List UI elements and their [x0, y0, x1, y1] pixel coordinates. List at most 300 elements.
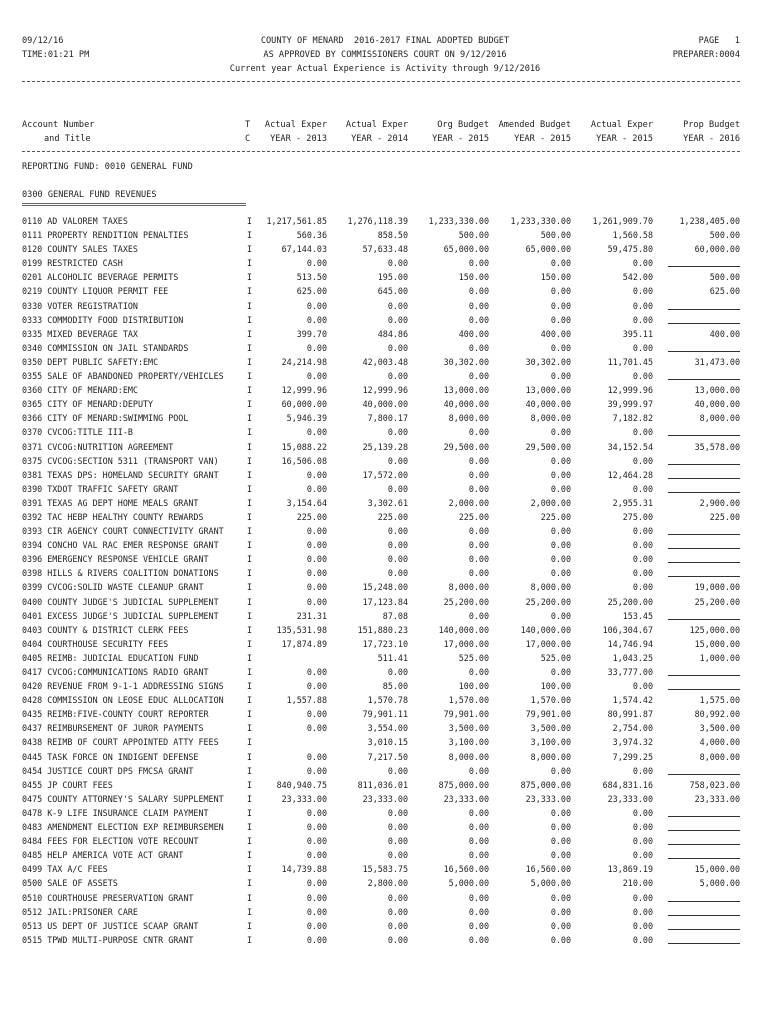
- actual-2014-cell: 0.00: [387, 765, 408, 776]
- section-title: 0300 GENERAL FUND REVENUES: [22, 190, 157, 200]
- actual-2013-cell: 0.00: [306, 483, 327, 494]
- prop-budget-2016-cell: 225.00: [709, 511, 740, 522]
- type-cell: I: [247, 258, 253, 269]
- org-budget-2015-cell: 16,560.00: [443, 864, 489, 875]
- amended-budget-2015-cell: 23,333.00: [525, 793, 571, 804]
- actual-2015-cell: 0.00: [632, 568, 653, 579]
- actual-2014-cell: 79,901.11: [362, 709, 408, 720]
- amended-budget-2015-cell: 79,901.00: [525, 709, 571, 720]
- actual-2015-cell: 0.00: [632, 934, 653, 945]
- amended-budget-2015-cell: 525.00: [540, 652, 571, 663]
- table-row: [22, 735, 742, 749]
- prop-budget-blank-line: [668, 323, 740, 324]
- prop-budget-2016-cell: 8,000.00: [699, 751, 740, 762]
- amended-budget-2015-cell: 3,500.00: [530, 723, 571, 734]
- account-cell: 0350 DEPT PUBLIC SAFETY:EMC: [22, 356, 159, 367]
- actual-2015-cell: 1,043.25: [612, 652, 653, 663]
- table-row: [22, 425, 742, 439]
- actual-2014-cell: 7,800.17: [367, 413, 408, 424]
- prop-budget-2016-cell: 5,000.00: [699, 878, 740, 889]
- prop-budget-blank-line: [668, 830, 740, 831]
- prop-budget-2016-cell: 2,900.00: [699, 497, 740, 508]
- table-row: [22, 524, 742, 538]
- table-row: [22, 778, 742, 792]
- table-row: [22, 876, 742, 890]
- amended-budget-2015-cell: 30,302.00: [525, 356, 571, 367]
- type-cell: I: [247, 723, 253, 734]
- actual-2013-cell: 135,531.98: [276, 624, 327, 635]
- actual-2015-cell: 0.00: [632, 483, 653, 494]
- account-cell: 0428 COMMISSION ON LEOSE EDUC ALLOCATION: [22, 695, 224, 706]
- actual-2014-cell: 3,302.61: [367, 497, 408, 508]
- col-year-2015-amended: YEAR - 2015: [514, 134, 571, 144]
- actual-2013-cell: 0.00: [306, 878, 327, 889]
- col-account-title: and Title: [44, 134, 91, 144]
- actual-2013-cell: 225.00: [296, 511, 327, 522]
- actual-2014-cell: 12,999.96: [362, 385, 408, 396]
- type-cell: I: [247, 610, 253, 621]
- amended-budget-2015-cell: 3,100.00: [530, 737, 571, 748]
- actual-2013-cell: 0.00: [306, 582, 327, 593]
- prop-budget-blank-line: [668, 464, 740, 465]
- actual-2015-cell: 395.11: [622, 328, 653, 339]
- account-cell: 0515 TPWD MULTI-PURPOSE CNTR GRANT: [22, 934, 194, 945]
- prop-budget-2016-cell: 15,000.00: [694, 638, 740, 649]
- table-row: [22, 848, 742, 862]
- org-budget-2015-cell: 0.00: [468, 371, 489, 382]
- org-budget-2015-cell: 3,500.00: [448, 723, 489, 734]
- type-cell: I: [247, 695, 253, 706]
- actual-2015-cell: 0.00: [632, 920, 653, 931]
- org-budget-2015-cell: 0.00: [468, 300, 489, 311]
- col-prop-budget-2016: Prop Budget: [683, 120, 740, 130]
- account-cell: 0500 SALE OF ASSETS: [22, 878, 118, 889]
- type-cell: I: [247, 441, 253, 452]
- actual-2014-cell: 0.00: [387, 427, 408, 438]
- prop-budget-2016-cell: 500.00: [709, 230, 740, 241]
- type-cell: I: [247, 413, 253, 424]
- account-cell: 0510 COURTHOUSE PRESERVATION GRANT: [22, 892, 194, 903]
- prop-budget-2016-cell: 125,000.00: [689, 624, 740, 635]
- type-cell: I: [247, 850, 253, 861]
- amended-budget-2015-cell: 0.00: [550, 906, 571, 917]
- amended-budget-2015-cell: 150.00: [540, 272, 571, 283]
- prop-budget-2016-cell: 15,000.00: [694, 864, 740, 875]
- type-cell: I: [247, 554, 253, 565]
- table-row: [22, 693, 742, 707]
- account-cell: 0120 COUNTY SALES TAXES: [22, 244, 138, 255]
- prop-budget-2016-cell: 60,000.00: [694, 244, 740, 255]
- amended-budget-2015-cell: 0.00: [550, 540, 571, 551]
- amended-budget-2015-cell: 0.00: [550, 934, 571, 945]
- account-cell: 0219 COUNTY LIQUOR PERMIT FEE: [22, 286, 169, 297]
- prop-budget-blank-line: [668, 562, 740, 563]
- actual-2013-cell: 0.00: [306, 765, 327, 776]
- actual-2013-cell: 0.00: [306, 568, 327, 579]
- actual-2015-cell: 2,754.00: [612, 723, 653, 734]
- actual-2015-cell: 542.00: [622, 272, 653, 283]
- prop-budget-2016-cell: 40,000.00: [694, 399, 740, 410]
- type-cell: I: [247, 737, 253, 748]
- type-cell: I: [247, 864, 253, 875]
- table-row: [22, 383, 742, 397]
- table-row: [22, 299, 742, 313]
- actual-2015-cell: 12,464.28: [607, 469, 653, 480]
- type-cell: I: [247, 582, 253, 593]
- type-cell: I: [247, 652, 253, 663]
- account-cell: 0513 US DEPT OF JUSTICE SCAAP GRANT: [22, 920, 199, 931]
- actual-2015-cell: 0.00: [632, 681, 653, 692]
- org-budget-2015-cell: 0.00: [468, 455, 489, 466]
- org-budget-2015-cell: 0.00: [468, 568, 489, 579]
- table-row: [22, 820, 742, 834]
- report-subtitle: AS APPROVED BY COMMISSIONERS COURT ON 9/12/2016: [263, 50, 507, 60]
- org-budget-2015-cell: 29,500.00: [443, 441, 489, 452]
- actual-2015-cell: 0.00: [632, 371, 653, 382]
- actual-2014-cell: 1,570.78: [367, 695, 408, 706]
- actual-2015-cell: 0.00: [632, 342, 653, 353]
- actual-2013-cell: 0.00: [306, 920, 327, 931]
- actual-2014-cell: 151,880.23: [357, 624, 408, 635]
- account-cell: 0484 FEES FOR ELECTION VOTE RECOUNT: [22, 836, 199, 847]
- prop-budget-blank-line: [668, 816, 740, 817]
- amended-budget-2015-cell: 8,000.00: [530, 413, 571, 424]
- amended-budget-2015-cell: 2,000.00: [530, 497, 571, 508]
- actual-2015-cell: 25,200.00: [607, 596, 653, 607]
- type-cell: I: [247, 667, 253, 677]
- actual-2015-cell: 59,475.80: [607, 244, 653, 255]
- table-row: [22, 355, 742, 369]
- actual-2014-cell: 0.00: [387, 850, 408, 861]
- account-cell: 0390 TXDOT TRAFFIC SAFETY GRANT: [22, 483, 179, 494]
- amended-budget-2015-cell: 0.00: [550, 483, 571, 494]
- amended-budget-2015-cell: 0.00: [550, 554, 571, 565]
- table-row: [22, 595, 742, 609]
- org-budget-2015-cell: 30,302.00: [443, 356, 489, 367]
- actual-2014-cell: 195.00: [377, 272, 408, 283]
- amended-budget-2015-cell: 0.00: [550, 371, 571, 382]
- actual-2014-cell: 0.00: [387, 554, 408, 565]
- actual-2014-cell: 3,010.15: [367, 737, 408, 748]
- actual-2014-cell: 225.00: [377, 511, 408, 522]
- actual-2013-cell: 0.00: [306, 906, 327, 917]
- amended-budget-2015-cell: 8,000.00: [530, 582, 571, 593]
- actual-2013-cell: 840,940.75: [276, 779, 327, 790]
- type-cell: I: [247, 892, 253, 903]
- actual-2014-cell: 484.86: [377, 328, 408, 339]
- actual-2013-cell: 0.00: [306, 554, 327, 565]
- header-divider-top: [22, 81, 740, 82]
- actual-2013-cell: 0.00: [306, 540, 327, 551]
- type-cell: I: [247, 765, 253, 776]
- org-budget-2015-cell: 8,000.00: [448, 751, 489, 762]
- prop-budget-2016-cell: 8,000.00: [699, 413, 740, 424]
- actual-2014-cell: 0.00: [387, 822, 408, 833]
- account-cell: 0391 TEXAS AG DEPT HOME MEALS GRANT: [22, 497, 199, 508]
- actual-2014-cell: 0.00: [387, 934, 408, 945]
- actual-2014-cell: 17,572.00: [362, 469, 408, 480]
- prop-budget-blank-line: [668, 844, 740, 845]
- org-budget-2015-cell: 0.00: [468, 427, 489, 438]
- table-row: [22, 623, 742, 637]
- amended-budget-2015-cell: 0.00: [550, 807, 571, 818]
- actual-2013-cell: 0.00: [306, 723, 327, 734]
- actual-2015-cell: 0.00: [632, 892, 653, 903]
- table-row: [22, 538, 742, 552]
- prop-budget-blank-line: [668, 689, 740, 690]
- actual-2014-cell: 0.00: [387, 483, 408, 494]
- org-budget-2015-cell: 0.00: [468, 850, 489, 861]
- header-divider-bottom: [22, 151, 740, 152]
- actual-2015-cell: 275.00: [622, 511, 653, 522]
- type-cell: I: [247, 342, 253, 353]
- type-cell: I: [247, 878, 253, 889]
- actual-2015-cell: 0.00: [632, 822, 653, 833]
- type-cell: I: [247, 793, 253, 804]
- table-row: [22, 679, 742, 693]
- table-row: [22, 665, 742, 679]
- actual-2014-cell: 811,036.01: [357, 779, 408, 790]
- actual-2013-cell: 0.00: [306, 469, 327, 480]
- type-cell: I: [247, 638, 253, 649]
- col-c: C: [245, 134, 251, 144]
- actual-2015-cell: 1,574.42: [612, 695, 653, 706]
- table-row: [22, 482, 742, 496]
- table-row: [22, 411, 742, 425]
- actual-2015-cell: 13,869.19: [607, 864, 653, 875]
- prop-budget-2016-cell: 1,575.00: [699, 695, 740, 706]
- org-budget-2015-cell: 140,000.00: [438, 624, 489, 635]
- preparer-id: PREPARER:0004: [672, 50, 740, 60]
- col-year-2015-org: YEAR - 2015: [432, 134, 489, 144]
- actual-2015-cell: 0.00: [632, 526, 653, 537]
- org-budget-2015-cell: 8,000.00: [448, 413, 489, 424]
- table-row: [22, 440, 742, 454]
- actual-2013-cell: 67,144.03: [281, 244, 327, 255]
- account-cell: 0199 RESTRICTED CASH: [22, 258, 123, 269]
- col-actual-2015: Actual Exper: [590, 120, 653, 130]
- type-cell: I: [247, 779, 253, 790]
- type-cell: I: [247, 399, 253, 410]
- actual-2013-cell: 60,000.00: [281, 399, 327, 410]
- actual-2013-cell: 0.00: [306, 258, 327, 269]
- actual-2014-cell: 0.00: [387, 807, 408, 818]
- prop-budget-2016-cell: 25,200.00: [694, 596, 740, 607]
- account-cell: 0437 REIMBURSEMENT OF JUROR PAYMENTS: [22, 723, 204, 734]
- account-cell: 0401 EXCESS JUDGE'S JUDICIAL SUPPLEMENT: [22, 610, 219, 621]
- org-budget-2015-cell: 23,333.00: [443, 793, 489, 804]
- prop-budget-blank-line: [668, 858, 740, 859]
- actual-2013-cell: 0.00: [306, 526, 327, 537]
- type-cell: I: [247, 511, 253, 522]
- amended-budget-2015-cell: 0.00: [550, 822, 571, 833]
- actual-2014-cell: 0.00: [387, 568, 408, 579]
- report-title: COUNTY OF MENARD 2016-2017 FINAL ADOPTED BUDGET: [260, 36, 510, 46]
- prop-budget-blank-line: [668, 534, 740, 535]
- actual-2014-cell: 0.00: [387, 455, 408, 466]
- actual-2014-cell: 0.00: [387, 667, 408, 677]
- table-row: [22, 707, 742, 721]
- actual-2013-cell: 0.00: [306, 934, 327, 945]
- table-row: [22, 891, 742, 905]
- actual-2015-cell: 0.00: [632, 314, 653, 325]
- actual-2013-cell: 23,333.00: [281, 793, 327, 804]
- actual-2015-cell: 106,304.67: [602, 624, 653, 635]
- table-row: [22, 270, 742, 284]
- org-budget-2015-cell: 0.00: [468, 483, 489, 494]
- account-cell: 0512 JAIL:PRISONER CARE: [22, 906, 138, 917]
- actual-2014-cell: 17,123.84: [362, 596, 408, 607]
- table-row: [22, 834, 742, 848]
- table-row: [22, 496, 742, 510]
- amended-budget-2015-cell: 0.00: [550, 258, 571, 269]
- report-time: TIME:01:21 PM: [22, 50, 90, 60]
- amended-budget-2015-cell: 140,000.00: [520, 624, 571, 635]
- org-budget-2015-cell: 25,200.00: [443, 596, 489, 607]
- type-cell: I: [247, 286, 253, 297]
- actual-2013-cell: 513.50: [296, 272, 327, 283]
- org-budget-2015-cell: 875,000.00: [438, 779, 489, 790]
- actual-2014-cell: 23,333.00: [362, 793, 408, 804]
- col-year-2016: YEAR - 2016: [683, 134, 740, 144]
- actual-2015-cell: 153.45: [622, 610, 653, 621]
- actual-2014-cell: 0.00: [387, 300, 408, 311]
- org-budget-2015-cell: 0.00: [468, 526, 489, 537]
- actual-2015-cell: 33,777.00: [607, 667, 653, 677]
- type-cell: I: [247, 526, 253, 537]
- account-cell: 0201 ALCOHOLIC BEVERAGE PERMITS: [22, 272, 179, 283]
- table-row: [22, 764, 742, 778]
- account-cell: 0485 HELP AMERICA VOTE ACT GRANT: [22, 850, 184, 861]
- actual-2014-cell: 40,000.00: [362, 399, 408, 410]
- actual-2013-cell: 0.00: [306, 681, 327, 692]
- actual-2015-cell: 14,746.94: [607, 638, 653, 649]
- actual-2014-cell: 0.00: [387, 906, 408, 917]
- amended-budget-2015-cell: 0.00: [550, 427, 571, 438]
- prop-budget-blank-line: [668, 478, 740, 479]
- account-cell: 0454 JUSTICE COURT DPS FMCSA GRANT: [22, 765, 194, 776]
- prop-budget-2016-cell: 19,000.00: [694, 582, 740, 593]
- actual-2014-cell: 7,217.50: [367, 751, 408, 762]
- prop-budget-2016-cell: 35,578.00: [694, 441, 740, 452]
- prop-budget-2016-cell: 1,000.00: [699, 652, 740, 663]
- account-cell: 0399 CVCOG:SOLID WASTE CLEANUP GRANT: [22, 582, 204, 593]
- table-row: [22, 214, 742, 228]
- amended-budget-2015-cell: 0.00: [550, 850, 571, 861]
- actual-2014-cell: 0.00: [387, 526, 408, 537]
- account-cell: 0335 MIXED BEVERAGE TAX: [22, 328, 138, 339]
- amended-budget-2015-cell: 0.00: [550, 286, 571, 297]
- section-underline: [22, 203, 246, 206]
- amended-budget-2015-cell: 0.00: [550, 300, 571, 311]
- actual-2015-cell: 0.00: [632, 258, 653, 269]
- prop-budget-2016-cell: 400.00: [709, 328, 740, 339]
- account-cell: 0394 CONCHO VAL RAC EMER RESPONSE GRANT: [22, 540, 219, 551]
- type-cell: I: [247, 751, 253, 762]
- type-cell: I: [247, 836, 253, 847]
- table-row: [22, 919, 742, 933]
- account-cell: 0400 COUNTY JUDGE'S JUDICIAL SUPPLEMENT: [22, 596, 219, 607]
- amended-budget-2015-cell: 5,000.00: [530, 878, 571, 889]
- org-budget-2015-cell: 13,000.00: [443, 385, 489, 396]
- org-budget-2015-cell: 0.00: [468, 286, 489, 297]
- account-cell: 0478 K-9 LIFE INSURANCE CLAIM PAYMENT: [22, 807, 209, 818]
- actual-2015-cell: 1,560.58: [612, 230, 653, 241]
- org-budget-2015-cell: 0.00: [468, 554, 489, 565]
- org-budget-2015-cell: 0.00: [468, 314, 489, 325]
- account-cell: 0381 TEXAS DPS: HOMELAND SECURITY GRANT: [22, 469, 219, 480]
- actual-2013-cell: 0.00: [306, 709, 327, 720]
- org-budget-2015-cell: 65,000.00: [443, 244, 489, 255]
- table-row: [22, 609, 742, 623]
- prop-budget-blank-line: [668, 619, 740, 620]
- actual-2015-cell: 684,831.16: [602, 779, 653, 790]
- prop-budget-blank-line: [668, 774, 740, 775]
- type-cell: I: [247, 244, 253, 255]
- actual-2013-cell: 0.00: [306, 314, 327, 325]
- actual-2014-cell: 25,139.28: [362, 441, 408, 452]
- account-cell: 0438 REIMB OF COURT APPOINTED ATTY FEES: [22, 737, 219, 748]
- table-row: [22, 637, 742, 651]
- table-row: [22, 862, 742, 876]
- table-row: [22, 242, 742, 256]
- actual-2013-cell: 0.00: [306, 596, 327, 607]
- amended-budget-2015-cell: 25,200.00: [525, 596, 571, 607]
- account-cell: 0375 CVCOG:SECTION 5311 (TRANSPORT VAN): [22, 455, 219, 466]
- org-budget-2015-cell: 0.00: [468, 765, 489, 776]
- amended-budget-2015-cell: 0.00: [550, 342, 571, 353]
- type-cell: I: [247, 906, 253, 917]
- amended-budget-2015-cell: 0.00: [550, 765, 571, 776]
- actual-2013-cell: 5,946.39: [286, 413, 327, 424]
- actual-2013-cell: 0.00: [306, 667, 327, 677]
- actual-2014-cell: 85.00: [382, 681, 408, 692]
- actual-2015-cell: 7,299.25: [612, 751, 653, 762]
- prop-budget-blank-line: [668, 915, 740, 916]
- org-budget-2015-cell: 225.00: [458, 511, 489, 522]
- prop-budget-2016-cell: 4,000.00: [699, 737, 740, 748]
- amended-budget-2015-cell: 400.00: [540, 328, 571, 339]
- prop-budget-blank-line: [668, 675, 740, 676]
- org-budget-2015-cell: 0.00: [468, 258, 489, 269]
- actual-2013-cell: 0.00: [306, 300, 327, 311]
- account-cell: 0398 HILLS & RIVERS COALITION DONATIONS: [22, 568, 219, 579]
- col-amended-budget-2015: Amended Budget: [498, 120, 571, 130]
- actual-2015-cell: 0.00: [632, 807, 653, 818]
- actual-2015-cell: 11,701.45: [607, 356, 653, 367]
- prop-budget-blank-line: [668, 266, 740, 267]
- amended-budget-2015-cell: 65,000.00: [525, 244, 571, 255]
- prop-budget-2016-cell: 31,473.00: [694, 356, 740, 367]
- prop-budget-blank-line: [668, 379, 740, 380]
- account-cell: 0420 REVENUE FROM 9-1-1 ADDRESSING SIGNS: [22, 681, 224, 692]
- org-budget-2015-cell: 0.00: [468, 610, 489, 621]
- prop-budget-blank-line: [668, 548, 740, 549]
- account-cell: 0499 TAX A/C FEES: [22, 864, 108, 875]
- actual-2013-cell: 16,506.08: [281, 455, 327, 466]
- org-budget-2015-cell: 100.00: [458, 681, 489, 692]
- amended-budget-2015-cell: 0.00: [550, 836, 571, 847]
- actual-2015-cell: 0.00: [632, 582, 653, 593]
- actual-2015-cell: 0.00: [632, 850, 653, 861]
- org-budget-2015-cell: 150.00: [458, 272, 489, 283]
- actual-2015-cell: 0.00: [632, 300, 653, 311]
- col-year-2014: YEAR - 2014: [351, 134, 408, 144]
- amended-budget-2015-cell: 16,560.00: [525, 864, 571, 875]
- type-cell: I: [247, 328, 253, 339]
- prop-budget-blank-line: [668, 929, 740, 930]
- actual-2014-cell: 0.00: [387, 540, 408, 551]
